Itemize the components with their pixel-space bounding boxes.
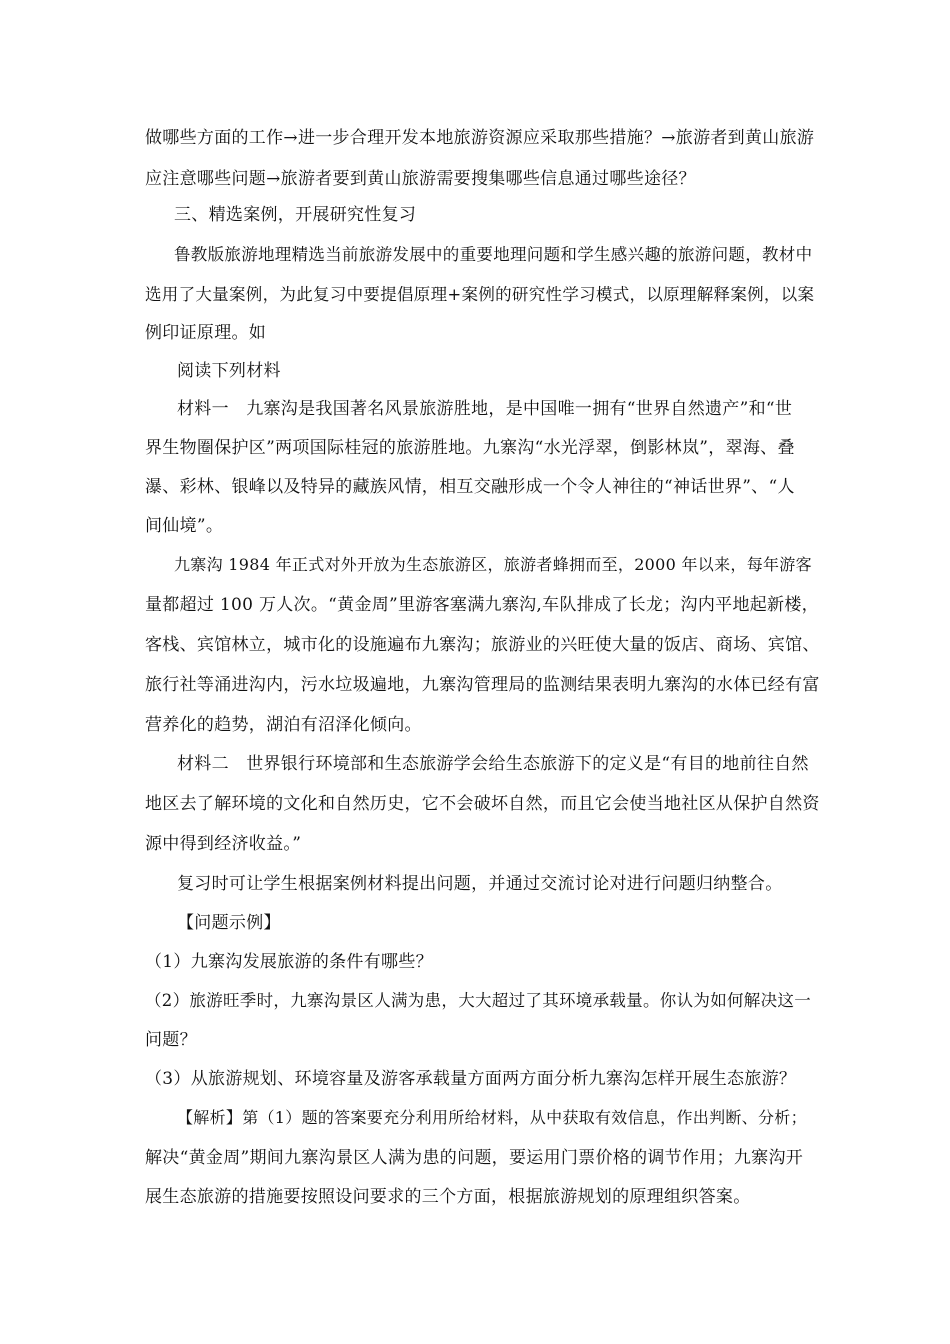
text-line: 展生态旅游的措施要按照设问要求的三个方面，根据旅游规划的原理组织答案。 [145,1187,751,1207]
text-line: 源中得到经济收益。” [145,834,302,854]
text-line: 【问题示例】 [177,913,281,933]
text-line: 客栈、宾馆林立，城市化的设施遍布九寨沟；旅游业的兴旺使大量的饭店、商场、宾馆、 [145,635,820,655]
text-line: 营养化的趋势，湖泊有沼泽化倾向。 [145,715,422,735]
text-line: 旅行社等涌进沟内，污水垃圾遍地，九寨沟管理局的监测结果表明九寨沟的水体已经有富 [145,675,820,695]
text-line: 【解析】第（1）题的答案要充分利用所给材料，从中获取有效信息，作出判断、分析； [177,1108,807,1127]
question-item: （1）九寨沟发展旅游的条件有哪些？ [145,952,433,972]
text-line: 解决“黄金周”期间九寨沟景区人满为患的问题，要运用门票价格的调节作用；九寨沟开 [145,1148,804,1168]
text-line: 地区去了解环境的文化和自然历史，它不会破坏自然，而且它会使当地社区从保护自然资 [145,794,820,814]
text-line: 复习时可让学生根据案例材料提出问题，并通过交流讨论对进行问题归纳整合。 [177,874,783,894]
text-line: 材料一 九寨沟是我国著名风景旅游胜地，是中国唯一拥有“世界自然遗产”和“世 [177,399,793,419]
text-line: 材料二 世界银行环境部和生态旅游学会给生态旅游下的定义是“有目的地前往自然 [177,754,809,774]
question-item: （2）旅游旺季时，九寨沟景区人满为患，大大超过了其环境承载量。你认为如何解决这一 [145,991,811,1010]
text-line: 量都超过 100 万人次。“黄金周”里游客塞满九寨沟,车队排成了长龙；沟内平地起新楼， [145,595,819,615]
text-line: 阅读下列材料 [177,361,281,381]
text-line: 鲁教版旅游地理精选当前旅游发展中的重要地理问题和学生感兴趣的旅游问题，教材中 [174,245,813,264]
text-line: 九寨沟 1984 年正式对外开放为生态旅游区，旅游者蜂拥而至，2000 年以来，每年游客 [174,555,812,574]
text-line: 间仙境”。 [145,516,224,536]
text-line: 应注意哪些问题→旅游者要到黄山旅游需要搜集哪些信息通过哪些途径？ [145,169,696,189]
question-item: （3）从旅游规划、环境容量及游客承载量方面两方面分析九寨沟怎样开展生态旅游？ [145,1069,797,1089]
text-line: 选用了大量案例，为此复习中要提倡原理+案例的研究性学习模式，以原理解释案例，以案 [145,285,815,304]
text-line: 做哪些方面的工作→进一步合理开发本地旅游资源应采取那些措施？→旅游者到黄山旅游 [145,128,815,148]
text-line: 例印证原理。如 [145,323,267,343]
text-line: 瀑、彩林、银峰以及特异的藏族风情，相互交融形成一个令人神往的“神话世界”、“人 [145,477,795,497]
text-line: 界生物圈保护区”两项国际桂冠的旅游胜地。九寨沟“水光浮翠，倒影林岚”，翠海、叠 [145,438,795,458]
text-line: 问题？ [145,1030,197,1050]
section-heading: 三、精选案例，开展研究性复习 [174,205,417,225]
